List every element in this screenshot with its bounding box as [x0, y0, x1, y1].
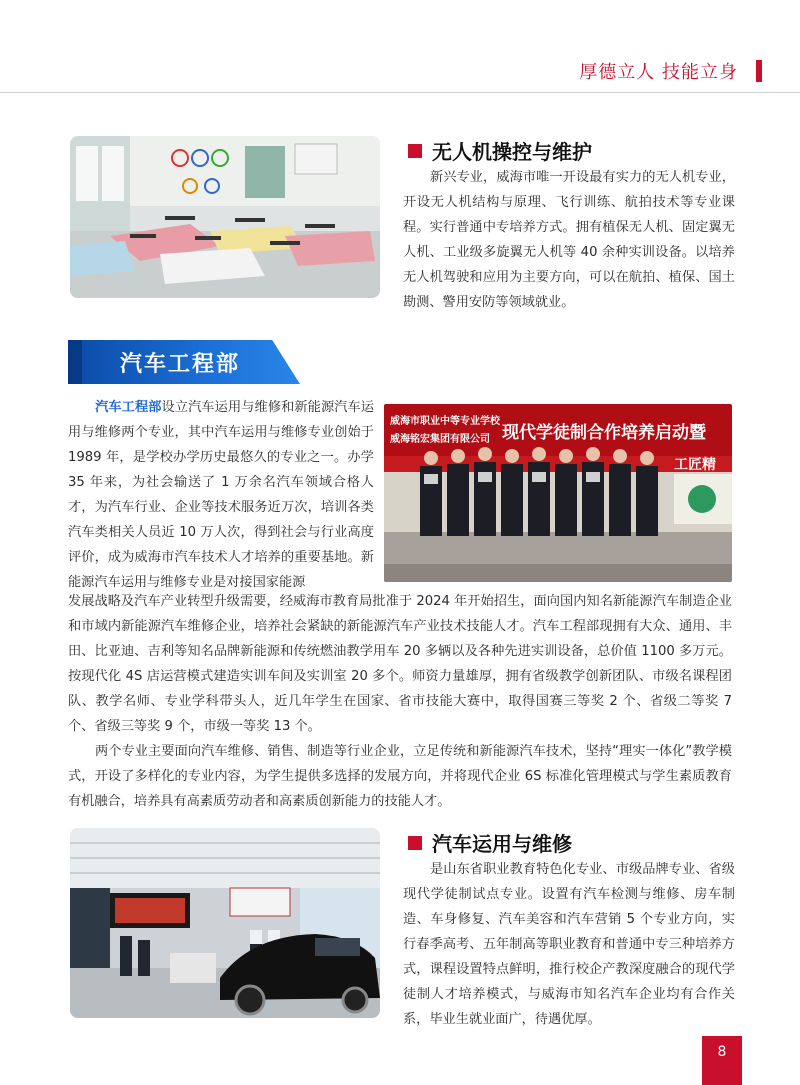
drone-lab-photo [70, 136, 380, 298]
auto-paragraph-text: 是山东省职业教育特色化专业、市级品牌专业、省级现代学徒制试点专业。设置有汽车检测与维修、房车制造、车身修复、汽车美容和汽车营销 5 个专业方向，实行春季高考、五年制高等职业教育和普通中专三种培养方式，课程设置特点鲜明，推行校企产教深度融合的现代学徒制人才培养模式，与威海市知名汽车企业均有合作关系，毕业生就业面广，待遇优厚。 [403, 862, 735, 1027]
auto-title-text: 汽车运用与维修 [432, 832, 572, 856]
department-title: 汽车工程部 [120, 352, 241, 377]
drone-paragraph [403, 165, 735, 315]
page-number-tab [702, 1036, 742, 1085]
ceremony-banner-line2: 威海铭宏集团有限公司 [390, 434, 490, 445]
department-lead-text: 设立汽车运用与维修和新能源汽车运用与维修两个专业，其中汽车运用与维修专业创始于 1989 年，是学校办学历史最悠久的专业之一。办学 35 年来，为社会输送了 1 万余名汽车领域合格人才，为汽车行业、企业等技术服务近万次，培训各类汽车类相关人员近 10 万人次，得到社会与行业高度评价，成为威海市汽车技术人才培养的重要基地。新能源汽车运用与维修专业是对接国家能源 [68, 400, 375, 590]
section-square-icon [408, 144, 422, 158]
header-divider [0, 92, 800, 93]
drone-paragraph-text: 新兴专业，威海市唯一开设最有实力的无人机专业，开设无人机结构与原理、飞行训练、航拍技术等专业课程。实行普通中专培养方式。拥有植保无人机、固定翼无人机、工业级多旋翼无人机等 40 余种实训设备。以培养无人机驾驶和应用为主要方向，可以在航拍、植保、国土勘测、警用安防等领域就业。 [403, 170, 735, 310]
ceremony-photo [384, 404, 732, 582]
department-detail-paragraph [68, 589, 732, 739]
header-accent-bar [756, 60, 762, 82]
ceremony-banner-line1: 威海市职业中等专业学校 [390, 416, 500, 427]
department-lead-paragraph [68, 395, 374, 595]
department-mode-text: 两个专业主要面向汽车维修、销售、制造等行业企业，立足传统和新能源汽车技术，坚持“理实一体化”教学模式，开设了多样化的专业内容，为学生提供多选择的发展方向，并将现代企业 6S 标准化管理模式与学生素质教育有机融合，培养具有高素质劳动者和高素质创新能力的技能人才。 [68, 744, 732, 809]
auto-section-title [408, 828, 572, 857]
page-number: 8 [717, 1044, 727, 1060]
drone-section-title [408, 136, 592, 165]
department-detail-text: 发展战略及汽车产业转型升级需要，经威海市教育局批准于 2024 年开始招生，面向国内知名新能源汽车制造企业和市域内新能源汽车维修企业，培养社会紧缺的新能源汽车产业技术技能人才。汽车工程部现拥有大众、通用、丰田、比亚迪、吉利等知名品牌新能源和传统燃油教学用车 20 多辆以及各种先进实训设备，总价值 1100 多万元。按现代化 4S 店运营模式建造实训车间及实训室 20 多个。师资力量雄厚，拥有省级教学创新团队、市级名课程团队、教学名师、专业学科带头人，近几年学生在国家、省市技能大赛中，取得国赛三等奖 2 个、省级二等奖 7 个、省级三等奖 9 个，市级一等奖 13 个。 [68, 594, 732, 734]
department-banner [68, 340, 300, 384]
auto-paragraph [403, 857, 735, 1032]
auto-workshop-photo [70, 828, 380, 1018]
ceremony-banner-main: 现代学徒制合作培养启动暨 [502, 423, 706, 443]
department-lead-highlight: 汽车工程部 [95, 400, 162, 415]
section-square-icon [408, 836, 422, 850]
header-slogan: 厚德立人 技能立身 [579, 62, 738, 83]
ceremony-banner-sub: 工匠精 [674, 457, 716, 473]
drone-title-text: 无人机操控与维护 [432, 140, 592, 164]
department-mode-paragraph [68, 739, 732, 814]
